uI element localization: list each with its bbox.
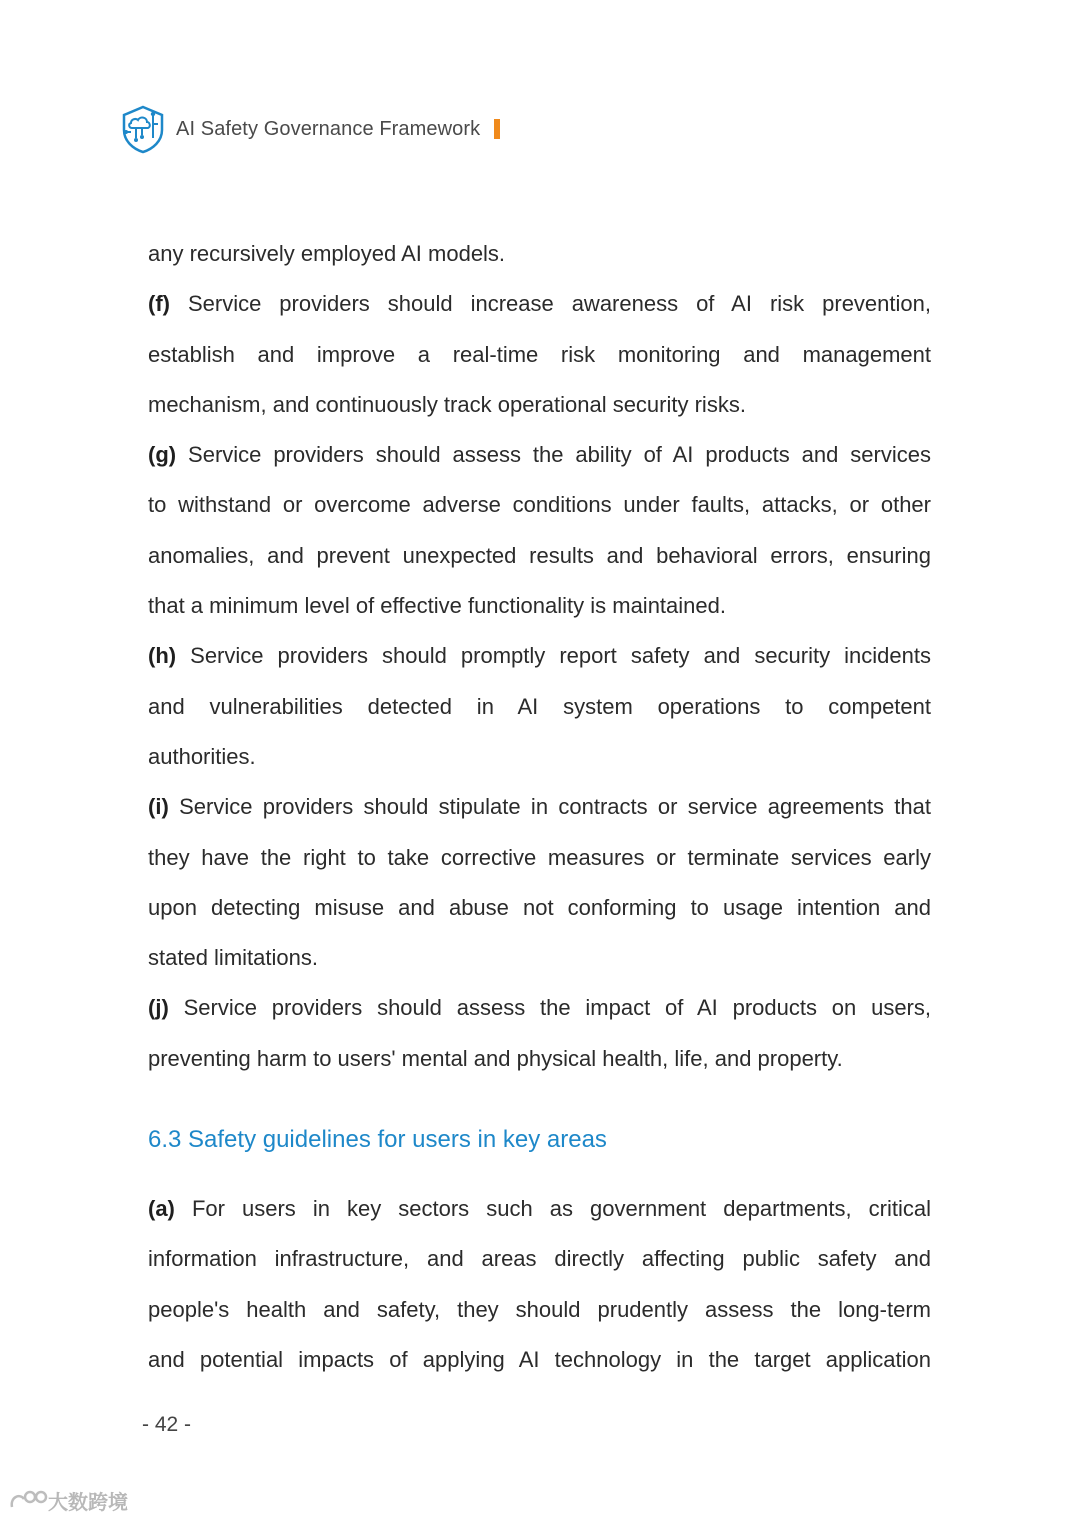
text-line: stated limitations. (148, 945, 318, 971)
watermark-text: 大数跨境 (48, 1492, 128, 1514)
ai-shield-logo-icon (118, 104, 168, 154)
text-line: (g) Service providers should assess the ability of AI products and services (148, 442, 931, 468)
header-accent-bar (494, 119, 500, 139)
text-line: they have the right to take corrective measures or terminate services early (148, 844, 931, 870)
item-tag: (j) (148, 995, 169, 1021)
item-tag: (a) (148, 1196, 175, 1222)
text-line: (a) For users in key sectors such as government departments, critical (148, 1196, 931, 1222)
text-line: (i) Service providers should stipulate in contracts or service agreements that (148, 794, 931, 820)
text-line: preventing harm to users' mental and physical health, life, and property. (148, 1045, 843, 1071)
text-line: (j) Service providers should assess the impact of AI products on users, (148, 995, 931, 1021)
section-heading: 6.3 Safety guidelines for users in key areas (148, 1126, 607, 1154)
page-header (118, 104, 500, 154)
text-line: and potential impacts of applying AI technology in the target application (148, 1346, 931, 1372)
text-line: that a minimum level of effective functionality is maintained. (148, 593, 726, 619)
watermark (8, 1486, 128, 1515)
item-tag: (h) (148, 643, 177, 669)
text-line: information infrastructure, and areas directly affecting public safety and (148, 1246, 931, 1272)
watermark-logo-icon (8, 1487, 48, 1515)
item-tag: (g) (148, 442, 177, 468)
text-line: to withstand or overcome adverse conditions under faults, attacks, or other (148, 492, 931, 518)
document-body (148, 232, 931, 1388)
page-number: - 42 - (142, 1413, 192, 1436)
item-tag: (i) (148, 794, 169, 820)
text-line: any recursively employed AI models. (148, 241, 506, 266)
text-line: (h) Service providers should promptly report safety and security incidents (148, 643, 931, 669)
header-title: AI Safety Governance Framework (176, 117, 481, 140)
text-line: authorities. (148, 743, 256, 769)
text-line: people's health and safety, they should prudently assess the long-term (148, 1296, 931, 1322)
text-line: mechanism, and continuously track operational security risks. (148, 391, 746, 417)
text-line: establish and improve a real-time risk monitoring and management (148, 341, 931, 367)
text-line: and vulnerabilities detected in AI system operations to competent (148, 693, 931, 719)
item-tag: (f) (148, 291, 170, 317)
text-line: anomalies, and prevent unexpected results and behavioral errors, ensuring (148, 542, 931, 568)
text-line: upon detecting misuse and abuse not conforming to usage intention and (148, 894, 931, 920)
text-line: (f) Service providers should increase awareness of AI risk prevention, (148, 291, 931, 317)
